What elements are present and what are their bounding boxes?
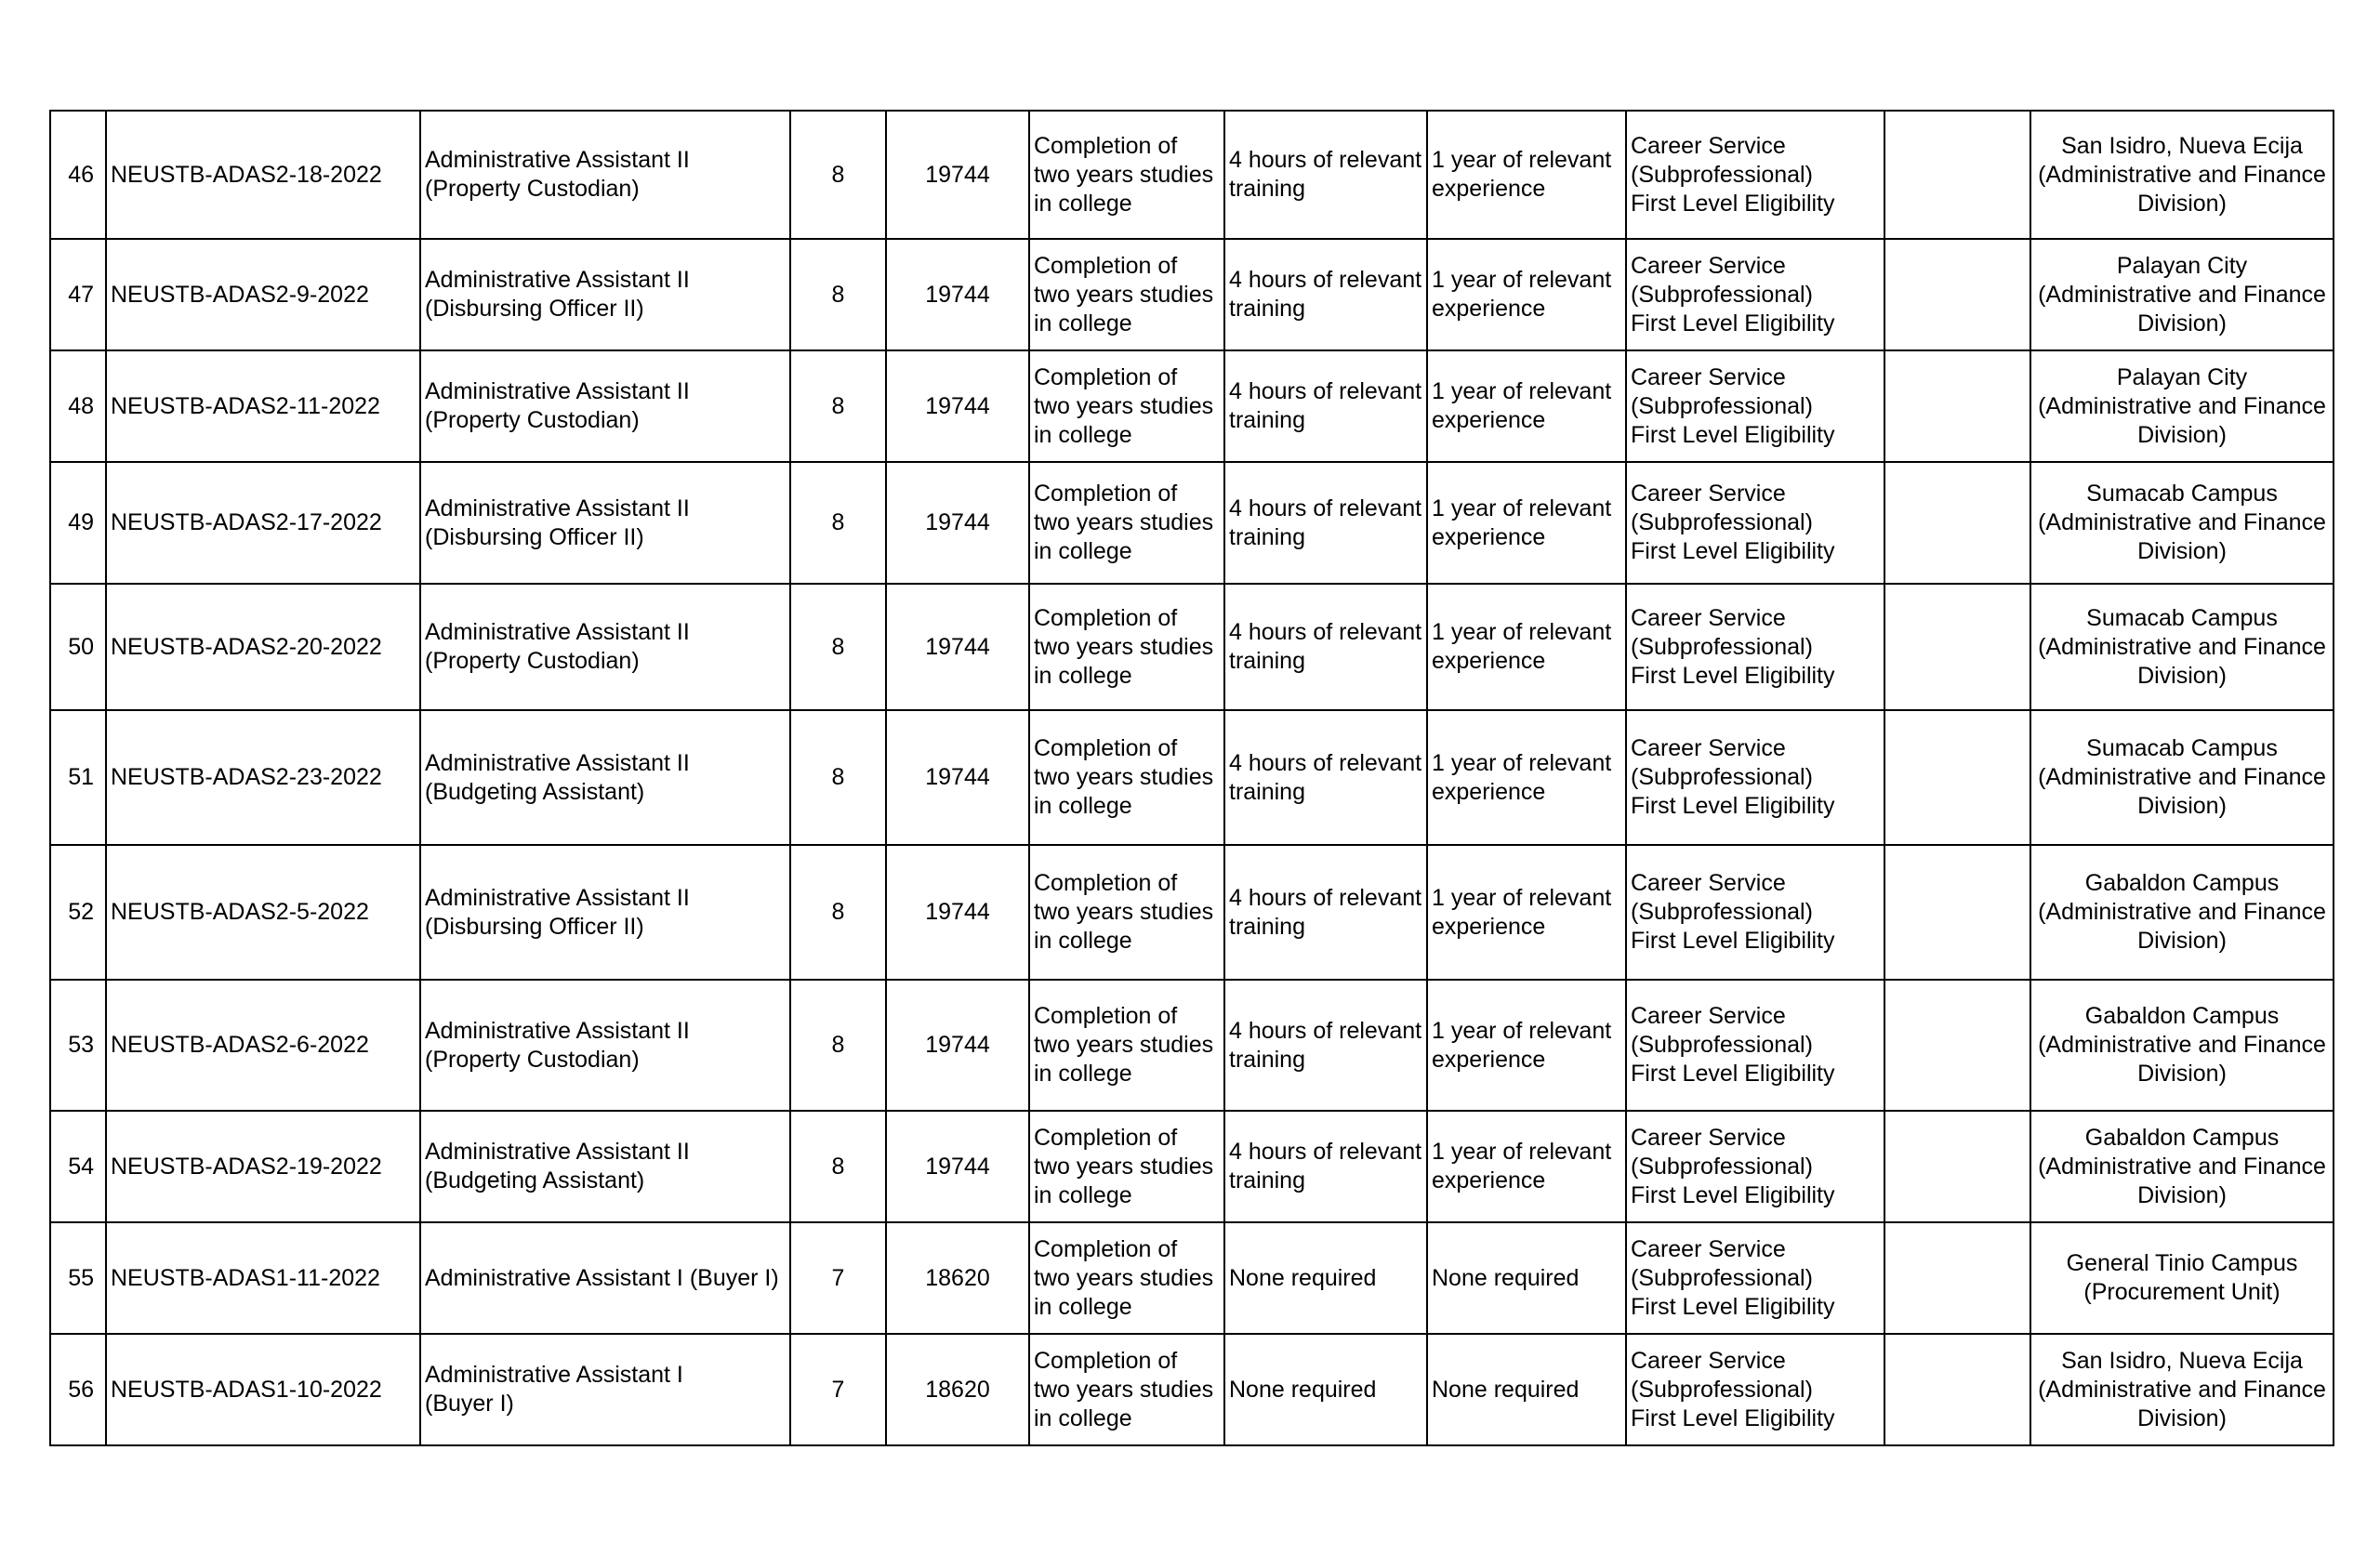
cell-place-of-assignment: Sumacab Campus (Administrative and Finance Division) <box>2030 710 2334 845</box>
cell-position-title: Administrative Assistant II (Disbursing Officer II) <box>420 239 790 350</box>
cell-experience: 1 year of relevant experience <box>1427 462 1626 584</box>
cell-position-title: Administrative Assistant II (Budgeting Assistant) <box>420 1111 790 1222</box>
table-row <box>50 1222 2334 1334</box>
cell-position-title: Administrative Assistant II (Property Custodian) <box>420 980 790 1111</box>
cell-experience: 1 year of relevant experience <box>1427 845 1626 980</box>
cell-training: 4 hours of relevant training <box>1224 584 1427 710</box>
cell-plantilla-item-no: NEUSTB-ADAS2-17-2022 <box>106 462 420 584</box>
cell-experience: None required <box>1427 1334 1626 1445</box>
vacancy-table-body <box>50 111 2334 1445</box>
cell-competency <box>1884 845 2030 980</box>
cell-monthly-salary: 19744 <box>886 980 1029 1111</box>
cell-plantilla-item-no: NEUSTB-ADAS2-20-2022 <box>106 584 420 710</box>
cell-experience: 1 year of relevant experience <box>1427 350 1626 462</box>
cell-place-of-assignment: Gabaldon Campus (Administrative and Finance Division) <box>2030 980 2334 1111</box>
cell-eligibility: Career Service (Subprofessional) First Level Eligibility <box>1626 350 1884 462</box>
cell-eligibility: Career Service (Subprofessional) First Level Eligibility <box>1626 111 1884 239</box>
cell-monthly-salary: 19744 <box>886 584 1029 710</box>
cell-item-number: 55 <box>50 1222 106 1334</box>
cell-competency <box>1884 584 2030 710</box>
cell-plantilla-item-no: NEUSTB-ADAS2-19-2022 <box>106 1111 420 1222</box>
cell-monthly-salary: 18620 <box>886 1334 1029 1445</box>
cell-item-number: 50 <box>50 584 106 710</box>
cell-place-of-assignment: Palayan City (Administrative and Finance Division) <box>2030 239 2334 350</box>
cell-item-number: 48 <box>50 350 106 462</box>
cell-education: Completion of two years studies in college <box>1029 1111 1224 1222</box>
cell-place-of-assignment: Gabaldon Campus (Administrative and Finance Division) <box>2030 845 2334 980</box>
cell-plantilla-item-no: NEUSTB-ADAS1-11-2022 <box>106 1222 420 1334</box>
cell-competency <box>1884 1111 2030 1222</box>
cell-eligibility: Career Service (Subprofessional) First Level Eligibility <box>1626 239 1884 350</box>
cell-training: 4 hours of relevant training <box>1224 845 1427 980</box>
table-row <box>50 710 2334 845</box>
cell-education: Completion of two years studies in college <box>1029 980 1224 1111</box>
cell-position-title: Administrative Assistant II (Budgeting Assistant) <box>420 710 790 845</box>
cell-salary-grade: 8 <box>790 845 886 980</box>
cell-competency <box>1884 980 2030 1111</box>
cell-salary-grade: 8 <box>790 350 886 462</box>
cell-experience: None required <box>1427 1222 1626 1334</box>
cell-training: None required <box>1224 1334 1427 1445</box>
cell-monthly-salary: 19744 <box>886 239 1029 350</box>
table-row <box>50 350 2334 462</box>
cell-training: None required <box>1224 1222 1427 1334</box>
cell-eligibility: Career Service (Subprofessional) First Level Eligibility <box>1626 980 1884 1111</box>
cell-monthly-salary: 19744 <box>886 845 1029 980</box>
cell-education: Completion of two years studies in college <box>1029 1334 1224 1445</box>
cell-education: Completion of two years studies in college <box>1029 845 1224 980</box>
cell-experience: 1 year of relevant experience <box>1427 111 1626 239</box>
cell-plantilla-item-no: NEUSTB-ADAS2-9-2022 <box>106 239 420 350</box>
cell-place-of-assignment: Sumacab Campus (Administrative and Finance Division) <box>2030 462 2334 584</box>
cell-plantilla-item-no: NEUSTB-ADAS1-10-2022 <box>106 1334 420 1445</box>
cell-competency <box>1884 350 2030 462</box>
cell-item-number: 46 <box>50 111 106 239</box>
cell-plantilla-item-no: NEUSTB-ADAS2-18-2022 <box>106 111 420 239</box>
cell-item-number: 51 <box>50 710 106 845</box>
cell-competency <box>1884 239 2030 350</box>
cell-salary-grade: 8 <box>790 1111 886 1222</box>
cell-salary-grade: 8 <box>790 584 886 710</box>
vacancy-table-page <box>49 110 2333 1446</box>
cell-training: 4 hours of relevant training <box>1224 1111 1427 1222</box>
cell-plantilla-item-no: NEUSTB-ADAS2-6-2022 <box>106 980 420 1111</box>
table-row <box>50 980 2334 1111</box>
cell-experience: 1 year of relevant experience <box>1427 584 1626 710</box>
cell-education: Completion of two years studies in college <box>1029 239 1224 350</box>
vacancy-table <box>49 110 2334 1446</box>
cell-competency <box>1884 1334 2030 1445</box>
table-row <box>50 111 2334 239</box>
cell-place-of-assignment: Sumacab Campus (Administrative and Finance Division) <box>2030 584 2334 710</box>
cell-competency <box>1884 462 2030 584</box>
table-row <box>50 1334 2334 1445</box>
cell-training: 4 hours of relevant training <box>1224 239 1427 350</box>
cell-training: 4 hours of relevant training <box>1224 111 1427 239</box>
table-row <box>50 584 2334 710</box>
cell-item-number: 56 <box>50 1334 106 1445</box>
cell-education: Completion of two years studies in college <box>1029 1222 1224 1334</box>
cell-eligibility: Career Service (Subprofessional) First Level Eligibility <box>1626 584 1884 710</box>
cell-monthly-salary: 19744 <box>886 1111 1029 1222</box>
cell-experience: 1 year of relevant experience <box>1427 710 1626 845</box>
cell-education: Completion of two years studies in college <box>1029 111 1224 239</box>
cell-plantilla-item-no: NEUSTB-ADAS2-5-2022 <box>106 845 420 980</box>
cell-competency <box>1884 1222 2030 1334</box>
cell-eligibility: Career Service (Subprofessional) First Level Eligibility <box>1626 462 1884 584</box>
table-row <box>50 845 2334 980</box>
cell-place-of-assignment: San Isidro, Nueva Ecija (Administrative and Finance Division) <box>2030 111 2334 239</box>
cell-item-number: 52 <box>50 845 106 980</box>
cell-education: Completion of two years studies in college <box>1029 462 1224 584</box>
cell-monthly-salary: 18620 <box>886 1222 1029 1334</box>
cell-education: Completion of two years studies in college <box>1029 350 1224 462</box>
cell-place-of-assignment: San Isidro, Nueva Ecija (Administrative and Finance Division) <box>2030 1334 2334 1445</box>
cell-competency <box>1884 111 2030 239</box>
cell-plantilla-item-no: NEUSTB-ADAS2-11-2022 <box>106 350 420 462</box>
cell-training: 4 hours of relevant training <box>1224 462 1427 584</box>
cell-salary-grade: 8 <box>790 111 886 239</box>
cell-training: 4 hours of relevant training <box>1224 710 1427 845</box>
cell-salary-grade: 7 <box>790 1334 886 1445</box>
cell-education: Completion of two years studies in college <box>1029 584 1224 710</box>
cell-salary-grade: 8 <box>790 462 886 584</box>
cell-salary-grade: 8 <box>790 980 886 1111</box>
cell-experience: 1 year of relevant experience <box>1427 239 1626 350</box>
cell-education: Completion of two years studies in college <box>1029 710 1224 845</box>
cell-position-title: Administrative Assistant II (Property Custodian) <box>420 111 790 239</box>
cell-item-number: 53 <box>50 980 106 1111</box>
cell-eligibility: Career Service (Subprofessional) First Level Eligibility <box>1626 1111 1884 1222</box>
cell-plantilla-item-no: NEUSTB-ADAS2-23-2022 <box>106 710 420 845</box>
cell-item-number: 49 <box>50 462 106 584</box>
cell-experience: 1 year of relevant experience <box>1427 980 1626 1111</box>
cell-training: 4 hours of relevant training <box>1224 350 1427 462</box>
cell-monthly-salary: 19744 <box>886 710 1029 845</box>
cell-monthly-salary: 19744 <box>886 350 1029 462</box>
table-row <box>50 239 2334 350</box>
cell-place-of-assignment: Palayan City (Administrative and Finance Division) <box>2030 350 2334 462</box>
cell-item-number: 47 <box>50 239 106 350</box>
cell-position-title: Administrative Assistant II (Disbursing Officer II) <box>420 462 790 584</box>
cell-eligibility: Career Service (Subprofessional) First Level Eligibility <box>1626 1222 1884 1334</box>
cell-salary-grade: 8 <box>790 710 886 845</box>
cell-monthly-salary: 19744 <box>886 462 1029 584</box>
cell-experience: 1 year of relevant experience <box>1427 1111 1626 1222</box>
cell-position-title: Administrative Assistant II (Property Custodian) <box>420 350 790 462</box>
table-row <box>50 462 2334 584</box>
cell-training: 4 hours of relevant training <box>1224 980 1427 1111</box>
table-row <box>50 1111 2334 1222</box>
cell-position-title: Administrative Assistant II (Disbursing Officer II) <box>420 845 790 980</box>
cell-salary-grade: 8 <box>790 239 886 350</box>
cell-eligibility: Career Service (Subprofessional) First Level Eligibility <box>1626 845 1884 980</box>
cell-competency <box>1884 710 2030 845</box>
cell-position-title: Administrative Assistant I (Buyer I) <box>420 1334 790 1445</box>
cell-place-of-assignment: General Tinio Campus (Procurement Unit) <box>2030 1222 2334 1334</box>
cell-position-title: Administrative Assistant II (Property Custodian) <box>420 584 790 710</box>
cell-salary-grade: 7 <box>790 1222 886 1334</box>
cell-place-of-assignment: Gabaldon Campus (Administrative and Finance Division) <box>2030 1111 2334 1222</box>
cell-eligibility: Career Service (Subprofessional) First Level Eligibility <box>1626 1334 1884 1445</box>
cell-eligibility: Career Service (Subprofessional) First Level Eligibility <box>1626 710 1884 845</box>
cell-item-number: 54 <box>50 1111 106 1222</box>
cell-monthly-salary: 19744 <box>886 111 1029 239</box>
cell-position-title: Administrative Assistant I (Buyer I) <box>420 1222 790 1334</box>
